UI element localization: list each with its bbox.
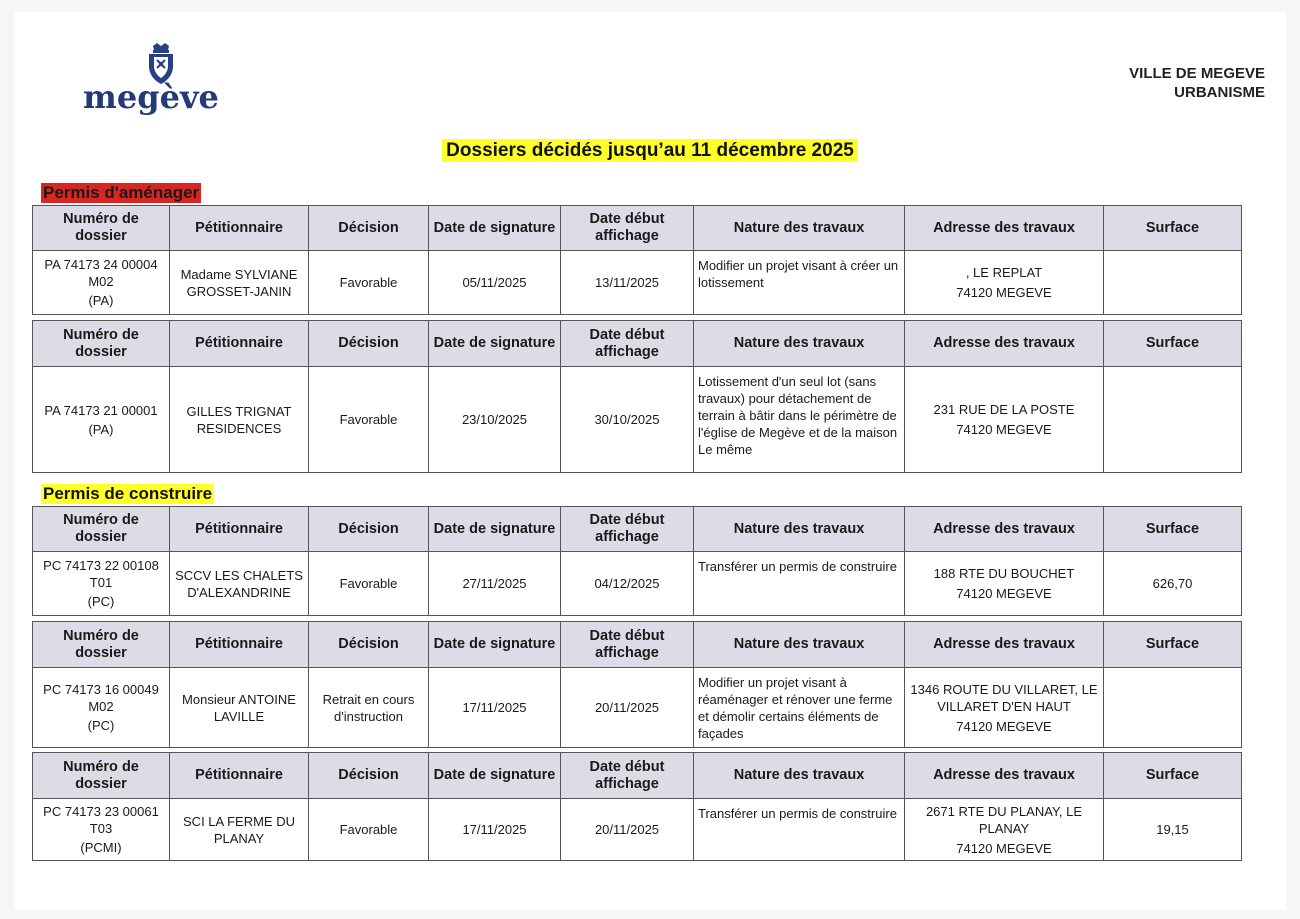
adresse-cell (905, 367, 1104, 473)
adresse-cell (905, 668, 1104, 748)
dossier-table (32, 621, 1242, 748)
dossier-type: (PC) (87, 718, 115, 733)
decision-cell: Retrait en cours d'instruction (309, 668, 429, 748)
col-date-signature-header: Date de signature (429, 321, 561, 367)
decision-cell: Favorable (309, 552, 429, 616)
numero-cell (33, 251, 170, 315)
table-header-row (33, 321, 1242, 367)
table-row (33, 552, 1242, 616)
col-date-signature-header: Date de signature (429, 507, 561, 552)
adresse-city: 74120 MEGEVE (956, 422, 1052, 437)
adresse-city: 74120 MEGEVE (956, 285, 1052, 300)
date-affichage-cell: 20/11/2025 (561, 799, 694, 861)
dossier-table (32, 506, 1242, 616)
adresse-cell (905, 552, 1104, 616)
nature-cell: Transférer un permis de construire (694, 552, 905, 616)
adresse-city: 74120 MEGEVE (956, 840, 1052, 856)
date-affichage-cell: 13/11/2025 (561, 251, 694, 315)
col-nature-header: Nature des travaux (694, 206, 905, 251)
page-title (0, 140, 1300, 162)
col-adresse-header: Adresse des travaux (905, 507, 1104, 552)
date-signature-cell: 17/11/2025 (429, 799, 561, 861)
col-decision-header: Décision (309, 321, 429, 367)
adresse-street: , LE REPLAT (965, 265, 1043, 280)
date-signature-cell: 27/11/2025 (429, 552, 561, 616)
col-petitionnaire-header: Pétitionnaire (170, 321, 309, 367)
logo-wordmark: megève (83, 78, 219, 116)
petitionnaire-cell: SCCV LES CHALETS D'ALEXANDRINE (170, 552, 309, 616)
organization-header (1129, 64, 1265, 102)
surface-cell (1104, 251, 1242, 315)
col-numero-header: Numéro de dossier (33, 753, 170, 799)
col-date-signature-header: Date de signature (429, 622, 561, 668)
section-title-permis-construire: Permis de construire (43, 484, 213, 503)
col-date-affichage-header: Date début affichage (561, 321, 694, 367)
dossier-type: (PC) (87, 594, 115, 609)
decision-cell: Favorable (309, 367, 429, 473)
dossier-type: (PA) (88, 421, 114, 437)
col-adresse-header: Adresse des travaux (905, 321, 1104, 367)
col-date-signature-header: Date de signature (429, 753, 561, 799)
col-numero-header: Numéro de dossier (33, 321, 170, 367)
col-date-affichage-header: Date début affichage (561, 622, 694, 668)
adresse-street: 2671 RTE DU PLANAY, LE PLANAY (925, 803, 1083, 836)
col-date-affichage-header: Date début affichage (561, 206, 694, 251)
megeve-logo (80, 42, 255, 120)
col-adresse-header: Adresse des travaux (905, 206, 1104, 251)
col-decision-header: Décision (309, 753, 429, 799)
adresse-cell (905, 799, 1104, 861)
surface-cell: 19,15 (1104, 799, 1242, 861)
table-header-row (33, 753, 1242, 799)
decision-cell: Favorable (309, 251, 429, 315)
col-nature-header: Nature des travaux (694, 753, 905, 799)
petitionnaire-cell: GILLES TRIGNAT RESIDENCES (170, 367, 309, 473)
table-row (33, 367, 1242, 473)
numero-cell (33, 799, 170, 861)
dossier-type: (PA) (88, 293, 114, 308)
col-date-affichage-header: Date début affichage (561, 507, 694, 552)
col-numero-header: Numéro de dossier (33, 206, 170, 251)
col-petitionnaire-header: Pétitionnaire (170, 622, 309, 668)
col-decision-header: Décision (309, 507, 429, 552)
table-header-row (33, 507, 1242, 552)
col-surface-header: Surface (1104, 321, 1242, 367)
date-signature-cell: 23/10/2025 (429, 367, 561, 473)
petitionnaire-cell: Madame SYLVIANE GROSSET-JANIN (170, 251, 309, 315)
surface-cell (1104, 367, 1242, 473)
date-signature-cell: 17/11/2025 (429, 668, 561, 748)
date-signature-cell: 05/11/2025 (429, 251, 561, 315)
numero-value: PC 74173 22 00108 T01 (43, 558, 159, 590)
org-department: URBANISME (1174, 84, 1265, 101)
numero-value: PC 74173 16 00049 M02 (43, 682, 159, 714)
col-petitionnaire-header: Pétitionnaire (170, 206, 309, 251)
page-title-text: Dossiers décidés jusqu’au 11 décembre 2025 (442, 139, 858, 162)
col-numero-header: Numéro de dossier (33, 622, 170, 668)
numero-cell (33, 367, 170, 473)
nature-cell: Transférer un permis de construire (694, 799, 905, 861)
col-numero-header: Numéro de dossier (33, 507, 170, 552)
surface-cell (1104, 668, 1242, 748)
table-row (33, 799, 1242, 861)
nature-cell: Modifier un projet visant à créer un lotissement (694, 251, 905, 315)
col-surface-header: Surface (1104, 507, 1242, 552)
col-date-signature-header: Date de signature (429, 206, 561, 251)
nature-cell: Lotissement d'un seul lot (sans travaux) pour détachement de terrain à bâtir dans le périmètre de l'église de Megève et de la maison Le même (694, 367, 905, 473)
date-affichage-cell: 20/11/2025 (561, 668, 694, 748)
numero-value: PA 74173 24 00004 M02 (44, 257, 158, 289)
numero-value: PA 74173 21 00001 (44, 402, 158, 418)
org-name: VILLE DE MEGEVE (1129, 65, 1265, 82)
decision-cell: Favorable (309, 799, 429, 861)
adresse-city: 74120 MEGEVE (956, 718, 1052, 734)
col-nature-header: Nature des travaux (694, 622, 905, 668)
table-header-row (33, 622, 1242, 668)
adresse-street: 188 RTE DU BOUCHET (933, 566, 1075, 581)
numero-cell (33, 668, 170, 748)
col-petitionnaire-header: Pétitionnaire (170, 507, 309, 552)
table-row (33, 668, 1242, 748)
nature-cell: Modifier un projet visant à réaménager et rénover une ferme et démolir certains éléments de façades (694, 668, 905, 748)
adresse-cell (905, 251, 1104, 315)
col-nature-header: Nature des travaux (694, 321, 905, 367)
col-surface-header: Surface (1104, 206, 1242, 251)
date-affichage-cell: 04/12/2025 (561, 552, 694, 616)
table-header-row (33, 206, 1242, 251)
dossier-table (32, 752, 1242, 861)
col-petitionnaire-header: Pétitionnaire (170, 753, 309, 799)
petitionnaire-cell: SCI LA FERME DU PLANAY (170, 799, 309, 861)
col-adresse-header: Adresse des travaux (905, 622, 1104, 668)
petitionnaire-cell: Monsieur ANTOINE LAVILLE (170, 668, 309, 748)
adresse-street: 1346 ROUTE DU VILLARET, LE VILLARET D'EN HAUT (910, 681, 1098, 714)
col-surface-header: Surface (1104, 753, 1242, 799)
col-date-affichage-header: Date début affichage (561, 753, 694, 799)
table-row (33, 251, 1242, 315)
numero-value: PC 74173 23 00061 T03 (43, 804, 159, 836)
col-adresse-header: Adresse des travaux (905, 753, 1104, 799)
date-affichage-cell: 30/10/2025 (561, 367, 694, 473)
numero-cell (33, 552, 170, 616)
dossier-table (32, 205, 1242, 315)
col-decision-header: Décision (309, 206, 429, 251)
adresse-street: 231 RUE DE LA POSTE (933, 402, 1075, 417)
col-surface-header: Surface (1104, 622, 1242, 668)
adresse-city: 74120 MEGEVE (956, 586, 1052, 601)
section-title-permis-amenager: Permis d'aménager (43, 183, 200, 202)
col-nature-header: Nature des travaux (694, 507, 905, 552)
dossier-table (32, 320, 1242, 473)
col-decision-header: Décision (309, 622, 429, 668)
dossier-type: (PCMI) (80, 840, 122, 855)
surface-cell: 626,70 (1104, 552, 1242, 616)
